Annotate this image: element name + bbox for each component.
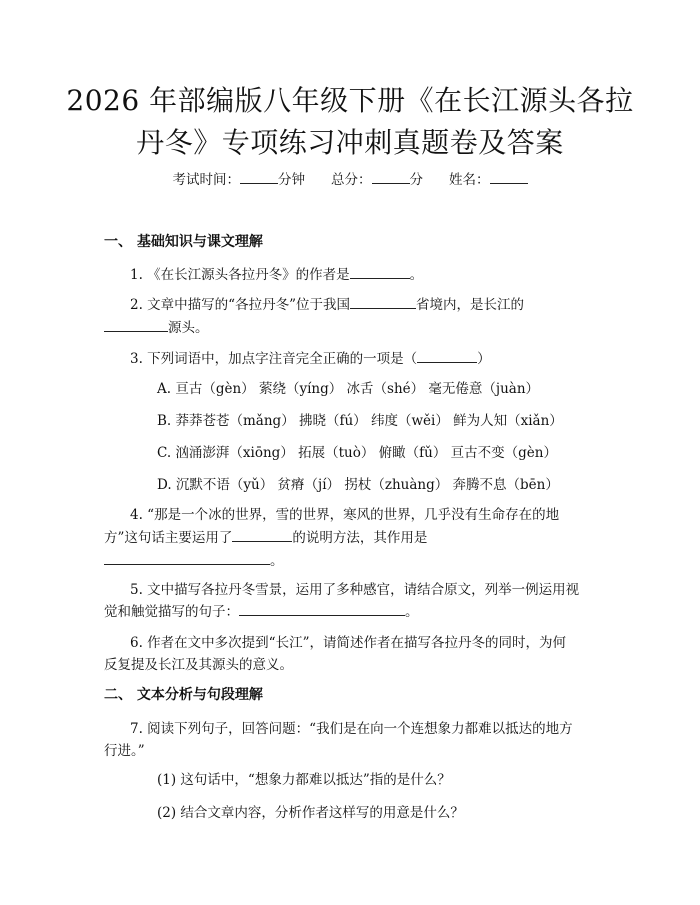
exam-info: [0, 168, 700, 188]
q3-stem: 3. 下列词语中，加点字注音完全正确的一项是（: [130, 351, 418, 367]
question-5: 5. 文中描写各拉丹冬雪景，运用了多种感官，请结合原文，列举一例运用视: [130, 582, 580, 598]
q2-text-b: 省境内，是长江的: [415, 297, 524, 313]
question-6-cont: 反复提及长江及其源头的意义。: [104, 657, 293, 673]
question-3: [130, 347, 491, 367]
q3-blank[interactable]: [417, 349, 477, 363]
q3-option-d: D. 沉默不语（yǔ） 贫瘠（jí） 拐杖（zhuàng） 奔腾不息（bēn）: [157, 477, 559, 493]
q7-sub-2: (2) 结合文章内容，分析作者这样写的用意是什么？: [157, 805, 464, 821]
q1-end: 。: [409, 267, 424, 283]
q4-text-b: 方”这句话主要运用了: [104, 530, 233, 546]
q7-sub-1: (1) 这句话中，“想象力都难以抵达”指的是什么？: [157, 772, 451, 788]
score-label: 总分：: [331, 172, 372, 188]
q5-text-c: 。: [405, 604, 419, 620]
question-2-cont: [104, 316, 209, 336]
question-7: 7. 阅读下列句子，回答问题：“我们是在向一个连想象力都难以抵达的地方: [130, 721, 573, 737]
page-title: [40, 80, 660, 164]
name-label: 姓名：: [449, 172, 490, 188]
time-blank[interactable]: [240, 170, 278, 184]
section-1-heading: 一、 基础知识与课文理解: [104, 234, 263, 250]
q4-text-d: 。: [270, 553, 284, 569]
q3-option-c: C. 汹涌澎湃（xiōng） 拓展（tuò） 俯瞰（fǔ） 亘古不变（gèn）: [157, 445, 557, 461]
title-line-1: 2026 年部编版八年级下册《在长江源头各拉: [66, 84, 634, 117]
question-4-cont-2: [104, 549, 284, 569]
q4-blank-method[interactable]: [232, 528, 292, 542]
question-4-cont: [104, 526, 427, 546]
score-unit: 分: [409, 172, 423, 188]
section-2-heading: 二、 文本分析与句段理解: [104, 687, 263, 703]
q1-text: 1. 《在长江源头各拉丹冬》的作者是: [130, 267, 350, 283]
q2-blank-province[interactable]: [350, 295, 416, 309]
q4-text-c: 的说明方法，其作用是: [292, 530, 428, 546]
q2-blank-source[interactable]: [104, 318, 168, 332]
q2-text-c: 源头。: [168, 320, 209, 336]
question-4: 4. “那是一个冰的世界，雪的世界，寒风的世界，几乎没有生命存在的地: [130, 507, 560, 523]
time-label: 考试时间：: [172, 172, 240, 188]
q3-option-a: A. 亘古（gèn） 萦绕（yíng） 冰舌（shé） 毫无倦意（juàn）: [157, 381, 540, 397]
q2-text-a: 2. 文章中描写的“各拉丹冬”位于我国: [130, 297, 350, 313]
q1-blank[interactable]: [350, 265, 410, 279]
score-blank[interactable]: [372, 170, 410, 184]
question-7-cont: 行进。”: [104, 743, 145, 759]
question-1: [130, 263, 423, 283]
time-unit: 分钟: [278, 172, 305, 188]
q5-blank[interactable]: [239, 602, 405, 616]
q5-text-b: 觉和触觉描写的句子：: [104, 604, 239, 620]
q3-option-b: B. 莽莽苍苍（mǎng） 拂晓（fú） 纬度（wěi） 鲜为人知（xiǎn）: [157, 413, 563, 429]
question-5-cont: [104, 600, 419, 620]
title-line-2: 丹冬》专项练习冲刺真题卷及答案: [136, 126, 564, 159]
question-2: [130, 293, 524, 313]
question-6: 6. 作者在文中多次提到“长江”，请简述作者在描写各拉丹冬的同时，为何: [130, 635, 566, 651]
q4-blank-effect[interactable]: [104, 551, 270, 565]
name-blank[interactable]: [490, 170, 528, 184]
q3-stem-end: ）: [477, 351, 491, 367]
